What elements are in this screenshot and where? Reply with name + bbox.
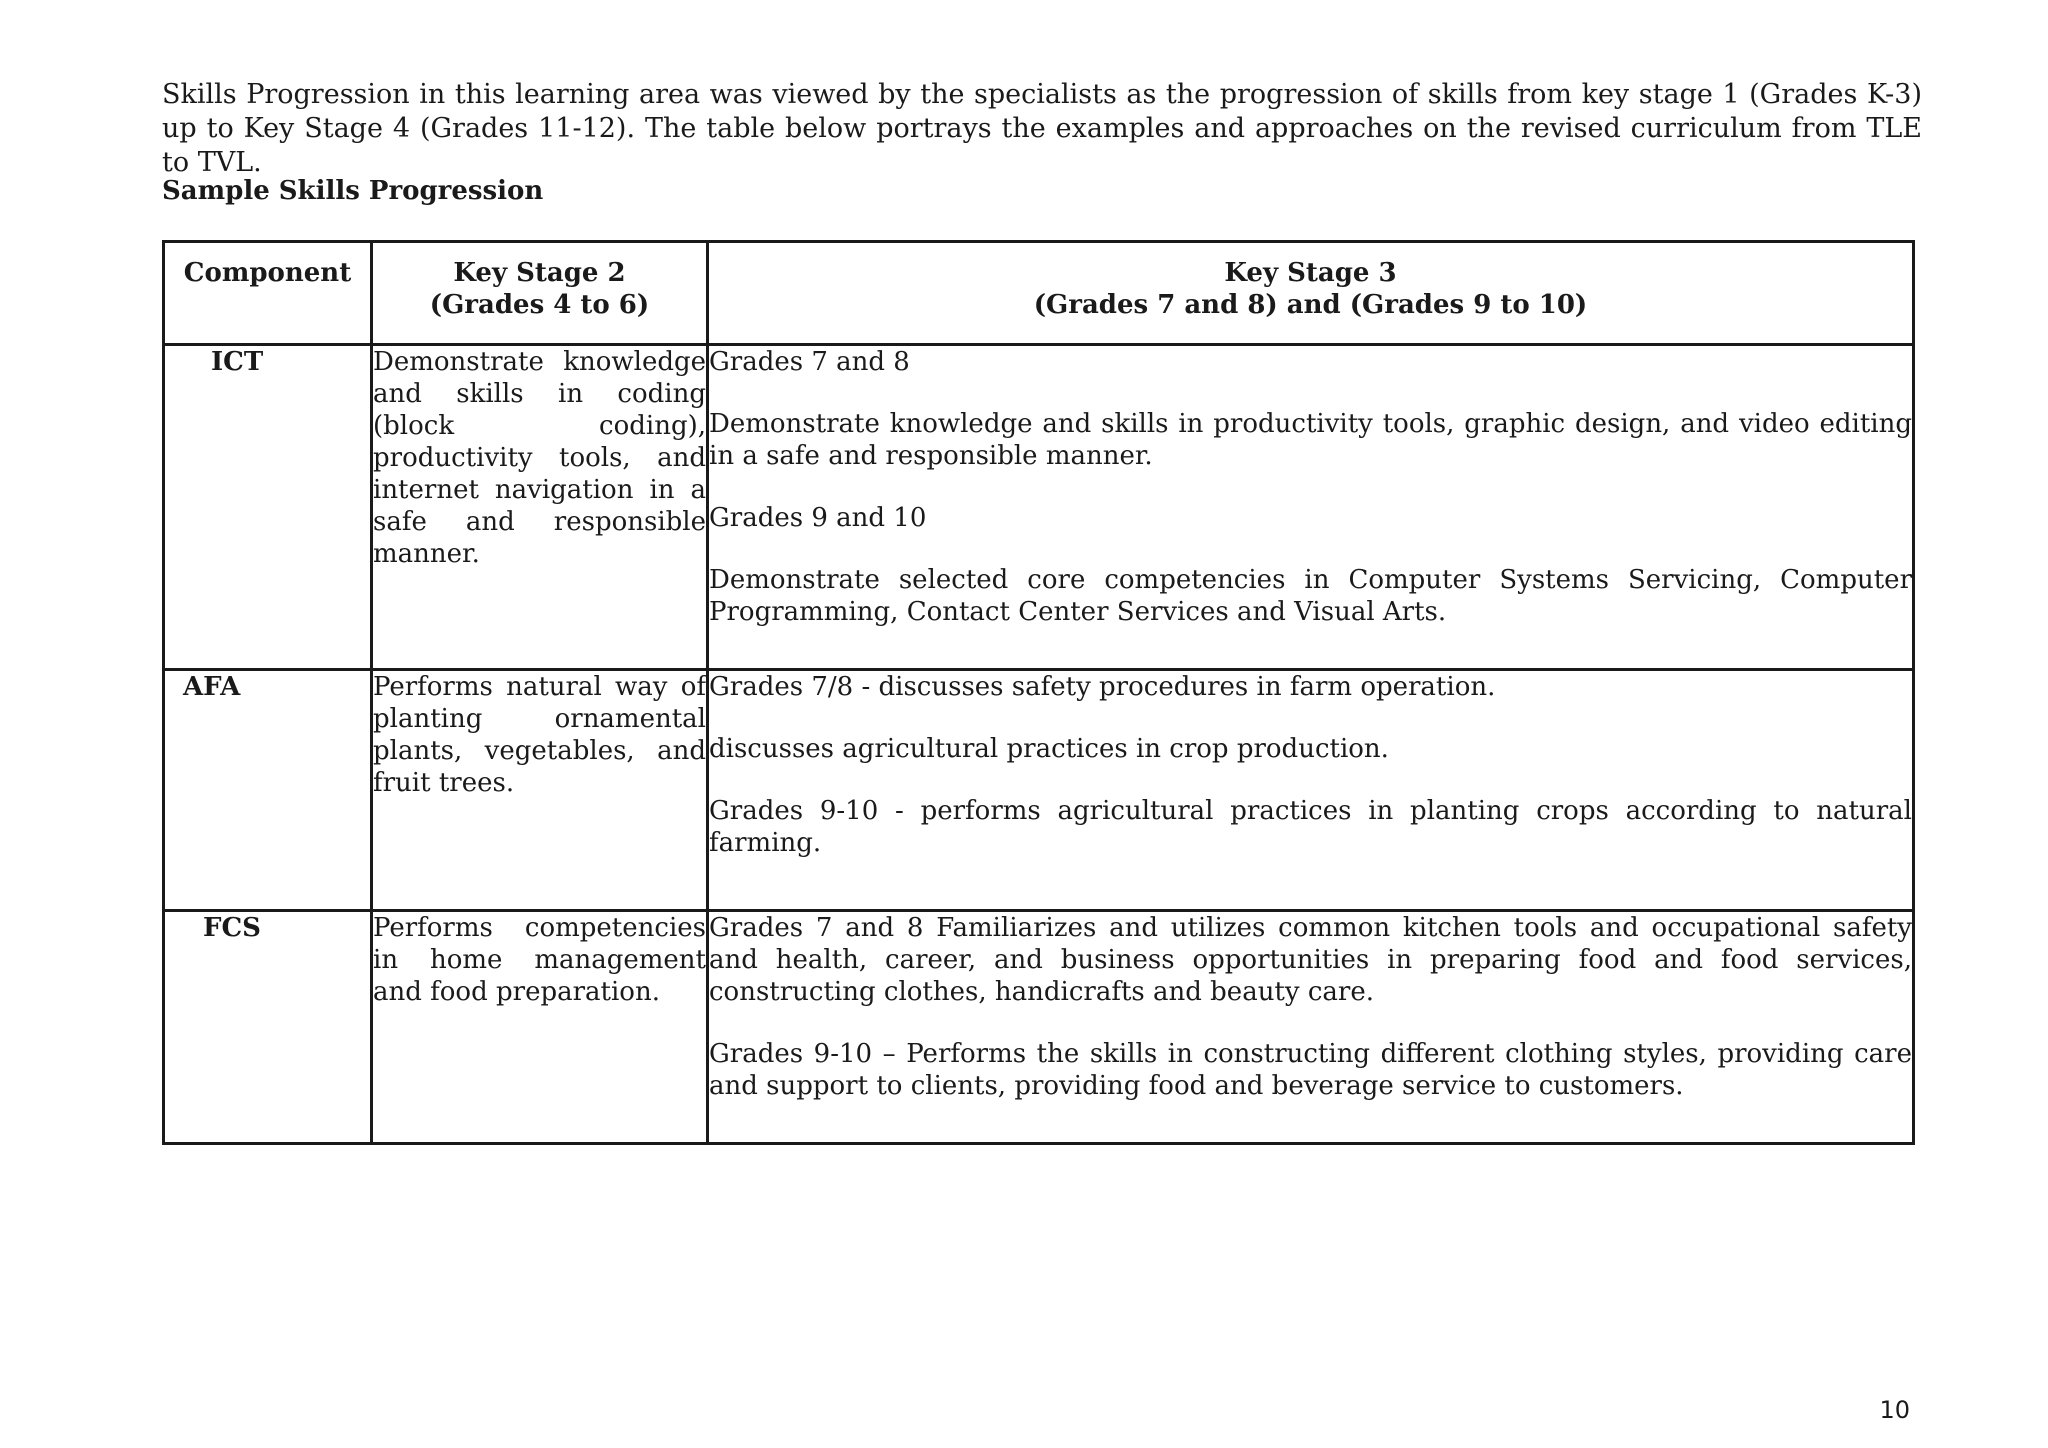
- header-ks3-title: Key Stage 3: [1224, 258, 1397, 288]
- key-stage-2-cell: Performs natural way of planting ornamental plants, vegetables, and fruit trees.: [372, 670, 708, 911]
- section-heading: Sample Skills Progression: [162, 176, 544, 206]
- ks3-paragraph: Grades 7 and 8: [709, 347, 910, 377]
- table-header-row: [164, 242, 1914, 345]
- header-key-stage-3: [708, 242, 1914, 345]
- header-ks2-grades: (Grades 4 to 6): [429, 290, 650, 320]
- ks3-paragraph: Grades 9-10 – Performs the skills in constructing different clothing styles, providing care and support to clients, providing food and beverage service to customers.: [709, 1039, 1912, 1101]
- ks3-paragraph: Grades 9 and 10: [709, 503, 927, 533]
- ks3-paragraph: discusses agricultural practices in crop production.: [709, 734, 1389, 764]
- table-row: [164, 911, 1914, 1144]
- ks3-paragraph: Demonstrate selected core competencies in Computer Systems Servicing, Computer Programming, Contact Center Services and Visual Arts.: [709, 565, 1912, 627]
- component-label: ICT: [211, 347, 264, 377]
- key-stage-2-cell: Demonstrate knowledge and skills in coding (block coding), productivity tools, and internet navigation in a safe and responsible manner.: [372, 345, 708, 670]
- key-stage-3-cell: [708, 345, 1914, 670]
- ks3-paragraph: Grades 9-10 - performs agricultural practices in planting crops according to natural farming.: [709, 796, 1912, 858]
- key-stage-2-cell: Performs competencies in home management and food preparation.: [372, 911, 708, 1144]
- component-label: FCS: [203, 913, 261, 943]
- table-row: [164, 345, 1914, 670]
- header-component: [164, 242, 372, 345]
- intro-paragraph: Skills Progression in this learning area was viewed by the specialists as the progression of skills from key stage 1 (Grades K-3) up to Key Stage 4 (Grades 11-12). The table below portrays the examples and approaches on the revised curriculum from TLE to TVL.: [162, 79, 1922, 178]
- component-label: AFA: [183, 672, 241, 702]
- component-cell: [164, 670, 372, 911]
- component-cell: [164, 345, 372, 670]
- ks3-paragraph: Demonstrate knowledge and skills in productivity tools, graphic design, and video editing in a safe and responsible manner.: [709, 409, 1912, 471]
- page-number: 10: [1879, 1396, 1910, 1424]
- table-row: [164, 670, 1914, 911]
- ks3-paragraph: Grades 7 and 8 Familiarizes and utilizes common kitchen tools and occupational safety and health, career, and business opportunities in preparing food and food services, constructing clothes, handicrafts and beauty care.: [709, 913, 1912, 1007]
- header-key-stage-2: [372, 242, 708, 345]
- ks3-paragraph: Grades 7/8 - discusses safety procedures in farm operation.: [709, 672, 1496, 702]
- skills-progression-table: [162, 240, 1915, 1145]
- component-cell: [164, 911, 372, 1144]
- header-component-label: Component: [183, 258, 352, 288]
- key-stage-3-cell: [708, 670, 1914, 911]
- header-ks3-grades: (Grades 7 and 8) and (Grades 9 to 10): [1033, 290, 1588, 320]
- header-ks2-title: Key Stage 2: [453, 258, 626, 288]
- key-stage-3-cell: [708, 911, 1914, 1144]
